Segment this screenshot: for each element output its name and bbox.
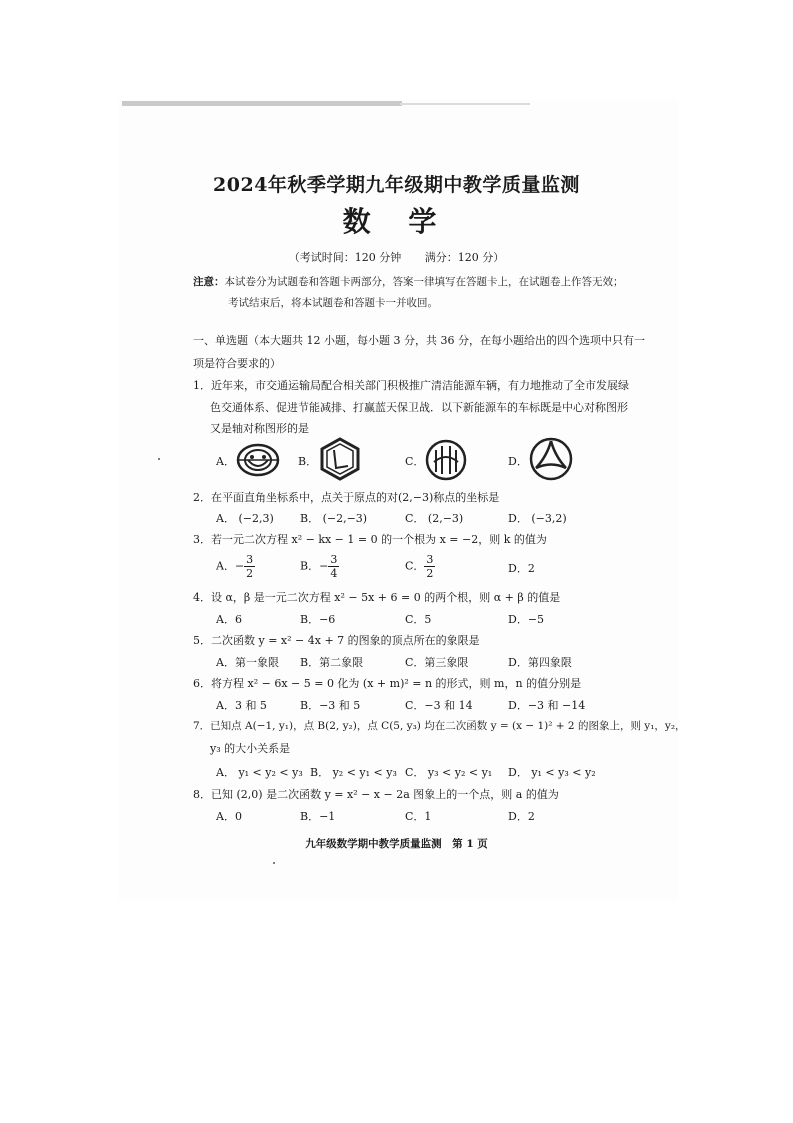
section-heading-cont: 项是符合要求的）	[193, 357, 281, 370]
page-footer: 九年级数学期中教学质量监测 第 1 页	[305, 838, 488, 850]
exam-title: 2024年秋季学期九年级期中教学质量监测	[213, 174, 580, 196]
numerator: 3	[426, 553, 434, 566]
question-6-line: 6．将方程 x² − 6x − 5 = 0 化为 (x + m)² = n 的形式，则 m，n 的值分别是	[193, 677, 582, 690]
option-label: B．−	[300, 559, 329, 573]
note-text: 本试卷分为试题卷和答题卡两部分，答案一律填写在答题卡上，在试题卷上作答无效；	[224, 276, 624, 288]
car-logo-a-icon	[236, 440, 280, 480]
option-a: A．3 和 5	[216, 699, 267, 712]
option-b	[300, 553, 339, 580]
scan-speck	[158, 458, 160, 460]
option-b: B． (−2,−3)	[300, 512, 368, 525]
option-a: A．6	[216, 613, 242, 626]
scan-edge	[122, 101, 402, 106]
option-c: C．−3 和 14	[405, 699, 473, 712]
car-logo-b-icon	[318, 436, 362, 482]
question-7-line: y₃ 的大小关系是	[210, 742, 291, 755]
numerator: 3	[246, 553, 254, 566]
option-c: C．5	[405, 613, 432, 626]
option-d: D．第四象限	[508, 656, 572, 669]
option-c: C．第三象限	[405, 656, 469, 669]
car-logo-d-icon	[528, 436, 574, 482]
option-d: D．	[508, 455, 528, 468]
option-c: C．	[405, 455, 425, 468]
option-a: A． (−2,3)	[216, 512, 274, 525]
denominator: 4	[330, 567, 338, 580]
note-line: 考试结束后，将本试题卷和答题卡一并收回。	[228, 297, 438, 309]
note-line	[193, 274, 624, 289]
question-3-line: 3．若一元二次方程 x² − kx − 1 = 0 的一个根为 x = −2，则 k 的值为	[193, 533, 547, 546]
option-b: B．−1	[300, 810, 336, 823]
option-b: B．	[298, 455, 318, 468]
question-2-line: 2．在平面直角坐标系中，点关于原点的对(2,−3)称点的坐标是	[193, 491, 500, 504]
option-c: C．1	[405, 810, 432, 823]
car-logo-c-icon	[424, 438, 468, 482]
option-c: C． (2,−3)	[405, 512, 464, 525]
numerator: 3	[330, 553, 338, 566]
note-label: 注意：	[193, 276, 225, 288]
scan-speck	[273, 862, 275, 864]
exam-time: （考试时间：120 分钟	[288, 251, 402, 264]
option-a: A．	[216, 455, 235, 468]
option-d: D． (−3,2)	[508, 512, 567, 525]
option-a: A． y₁ < y₂ < y₃	[216, 766, 303, 779]
scan-edge	[400, 103, 530, 105]
exam-info	[0, 249, 793, 265]
full-marks: 满分：120 分）	[424, 251, 505, 264]
option-c	[405, 553, 435, 580]
question-4-line: 4．设 α，β 是一元二次方程 x² − 5x + 6 = 0 的两个根，则 α + β 的值是	[193, 591, 561, 604]
option-d: D．−3 和 −14	[508, 699, 586, 712]
question-1-line: 又是轴对称图形的是	[210, 422, 309, 435]
option-d: D．−5	[508, 613, 545, 626]
question-7-line: 7．已知点 A(−1, y₁)，点 B(2, y₂)，点 C(5, y₃) 均在二次函数 y = (x − 1)² + 2 的图象上，则 y₁，y₂，	[193, 720, 686, 732]
option-b: B．第二象限	[300, 656, 364, 669]
option-d: D．2	[508, 810, 535, 823]
fraction	[328, 553, 339, 580]
denominator: 2	[246, 567, 254, 580]
denominator: 2	[426, 567, 434, 580]
option-d: D．2	[508, 562, 535, 575]
subject-title: 数 学	[342, 205, 451, 238]
question-1-line: 1．近年来，市交通运输局配合相关部门积极推广清洁能源车辆，有力地推动了全市发展绿	[193, 379, 629, 392]
option-b: B． y₂ < y₁ < y₃	[310, 766, 397, 779]
option-c: C． y₃ < y₂ < y₁	[405, 766, 493, 779]
option-a: A．0	[216, 810, 242, 823]
option-label: A．−	[216, 559, 245, 573]
option-b: B．−3 和 5	[300, 699, 361, 712]
question-8-line: 8．已知 (2,0) 是二次函数 y = x² − x − 2a 图象上的一个点，则 a 的值为	[193, 788, 559, 801]
option-a	[216, 553, 255, 580]
option-label: C．	[405, 559, 425, 573]
fraction	[244, 553, 255, 580]
section-heading: 一、单选题（本大题共 12 小题，每小题 3 分，共 36 分，在每小题给出的四个选项中只有一	[193, 334, 645, 347]
option-d: D． y₁ < y₃ < y₂	[508, 766, 596, 779]
question-1-line: 色交通体系、促进节能减排、打赢蓝天保卫战．以下新能源车的车标既是中心对称图形	[210, 401, 628, 414]
question-5-line: 5．二次函数 y = x² − 4x + 7 的图象的顶点所在的象限是	[193, 634, 480, 647]
fraction	[424, 553, 435, 580]
option-a: A．第一象限	[216, 656, 279, 669]
option-b: B．−6	[300, 613, 336, 626]
